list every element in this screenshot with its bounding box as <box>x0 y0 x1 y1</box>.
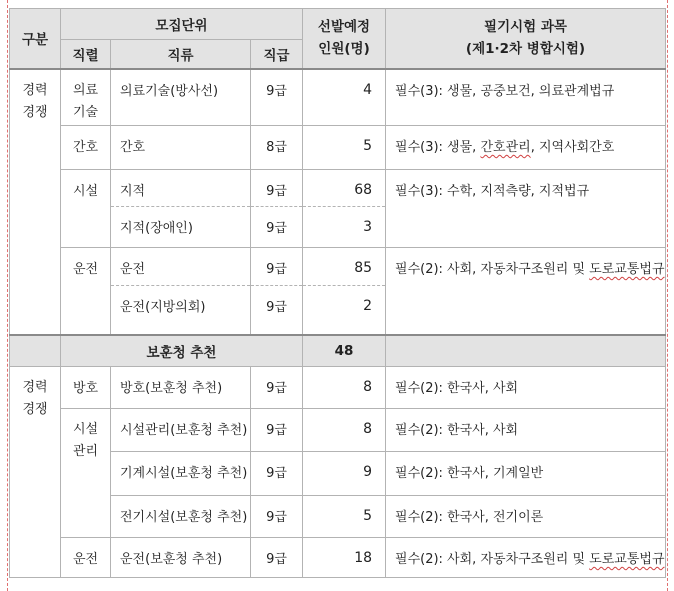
jikryu-cell: 기계시설(보훈청 추천) <box>111 452 251 496</box>
grade-cell: 9급 <box>251 367 303 409</box>
jikryeol-line1: 시설 <box>72 422 99 437</box>
count-cell: 2 <box>303 286 386 335</box>
header-row-1 <box>10 9 666 40</box>
subjects-cell <box>386 538 666 578</box>
jikryu-cell: 지적(장애인) <box>111 207 251 248</box>
header-seonbal-line2: 인원(명) <box>318 41 370 58</box>
header-pilgi-line2: (제1·2차 병합시험) <box>465 41 586 58</box>
section-empty-cell <box>386 335 666 367</box>
subjects-text: 필수(2): 사회, 자동차구조원리 및 <box>395 552 590 567</box>
page-margin-guide-left <box>7 0 8 591</box>
subjects-text-underlined: 도로교통법규 <box>589 552 665 567</box>
section-empty-cell <box>10 335 61 367</box>
header-seonbal-line1: 선발예정 <box>317 19 371 36</box>
grade-cell: 9급 <box>251 286 303 335</box>
header-gubun: 구분 <box>10 9 61 69</box>
jikryeol-cell: 시설 <box>61 170 111 248</box>
table-row <box>10 538 666 578</box>
jikryu-cell: 운전(지방의회) <box>111 286 251 335</box>
group2-gubun-line2: 경쟁 <box>22 402 48 417</box>
jikryu-cell: 지적 <box>111 170 251 207</box>
jikryeol-cell <box>61 409 111 538</box>
count-cell: 18 <box>303 538 386 578</box>
table-row <box>10 69 666 126</box>
header-jikgeup: 직급 <box>251 40 303 69</box>
section-label: 보훈청 추천 <box>61 335 303 367</box>
jikryeol-line2: 관리 <box>72 444 99 459</box>
grade-cell: 9급 <box>251 248 303 286</box>
header-mojip: 모집단위 <box>61 9 303 40</box>
table-row <box>10 409 666 452</box>
group1-gubun <box>10 69 61 335</box>
jikryu-cell: 시설관리(보훈청 추천) <box>111 409 251 452</box>
count-cell: 4 <box>303 69 386 126</box>
jikryu-cell: 전기시설(보훈청 추천) <box>111 496 251 538</box>
subjects-cell <box>386 248 666 335</box>
subjects-cell: 필수(3): 수학, 지적측량, 지적법규 <box>386 170 666 248</box>
jikryu-cell: 운전 <box>111 248 251 286</box>
grade-cell: 9급 <box>251 170 303 207</box>
jikryeol-cell: 운전 <box>61 538 111 578</box>
count-cell: 8 <box>303 367 386 409</box>
group1-gubun-line2: 경쟁 <box>22 104 48 120</box>
subjects-text: 필수(3): 생물, <box>395 140 481 155</box>
jikryeol-line2: 기술 <box>72 104 99 120</box>
jikryeol-cell <box>61 69 111 126</box>
jikryu-cell: 간호 <box>111 126 251 170</box>
grade-cell: 9급 <box>251 409 303 452</box>
subjects-text-underlined: 간호관리 <box>480 140 531 155</box>
jikryu-cell: 방호(보훈청 추천) <box>111 367 251 409</box>
grade-cell: 8급 <box>251 126 303 170</box>
subjects-cell: 필수(2): 한국사, 전기이론 <box>386 496 666 538</box>
group1-gubun-line1: 경력 <box>22 82 48 98</box>
subjects-text: 필수(2): 사회, 자동차구조원리 및 <box>395 262 590 277</box>
group2-gubun <box>10 367 61 578</box>
count-cell: 68 <box>303 170 386 207</box>
table-row <box>10 367 666 409</box>
subjects-text: , 지역사회간호 <box>530 140 615 155</box>
subjects-cell: 필수(2): 한국사, 사회 <box>386 409 666 452</box>
count-cell: 9 <box>303 452 386 496</box>
grade-cell: 9급 <box>251 452 303 496</box>
grade-cell: 9급 <box>251 69 303 126</box>
grade-cell: 9급 <box>251 496 303 538</box>
header-pilgi-line1: 필기시험 과목 <box>484 19 567 36</box>
recruitment-table <box>9 8 666 578</box>
header-pilgi <box>386 9 666 69</box>
header-jikryeol: 직렬 <box>61 40 111 69</box>
jikryeol-line1: 의료 <box>72 82 99 98</box>
section-row <box>10 335 666 367</box>
table-row <box>10 170 666 207</box>
subjects-cell <box>386 126 666 170</box>
jikryeol-cell: 방호 <box>61 367 111 409</box>
jikryu-cell: 운전(보훈청 추천) <box>111 538 251 578</box>
grade-cell: 9급 <box>251 207 303 248</box>
jikryeol-cell: 운전 <box>61 248 111 335</box>
subjects-cell: 필수(2): 한국사, 기계일반 <box>386 452 666 496</box>
subjects-text-underlined: 도로교통법규 <box>589 262 665 277</box>
grade-cell: 9급 <box>251 538 303 578</box>
table-row <box>10 248 666 286</box>
count-cell: 3 <box>303 207 386 248</box>
count-cell: 5 <box>303 126 386 170</box>
group2-gubun-line1: 경력 <box>22 380 48 395</box>
subjects-cell: 필수(2): 한국사, 사회 <box>386 367 666 409</box>
count-cell: 85 <box>303 248 386 286</box>
subjects-cell: 필수(3): 생물, 공중보건, 의료관계법규 <box>386 69 666 126</box>
page-margin-guide-right <box>667 0 668 591</box>
header-seonbal <box>303 9 386 69</box>
jikryeol-cell: 간호 <box>61 126 111 170</box>
table-row <box>10 126 666 170</box>
section-count: 48 <box>303 335 386 367</box>
jikryu-cell: 의료기술(방사선) <box>111 69 251 126</box>
header-jikryu: 직류 <box>111 40 251 69</box>
count-cell: 5 <box>303 496 386 538</box>
count-cell: 8 <box>303 409 386 452</box>
